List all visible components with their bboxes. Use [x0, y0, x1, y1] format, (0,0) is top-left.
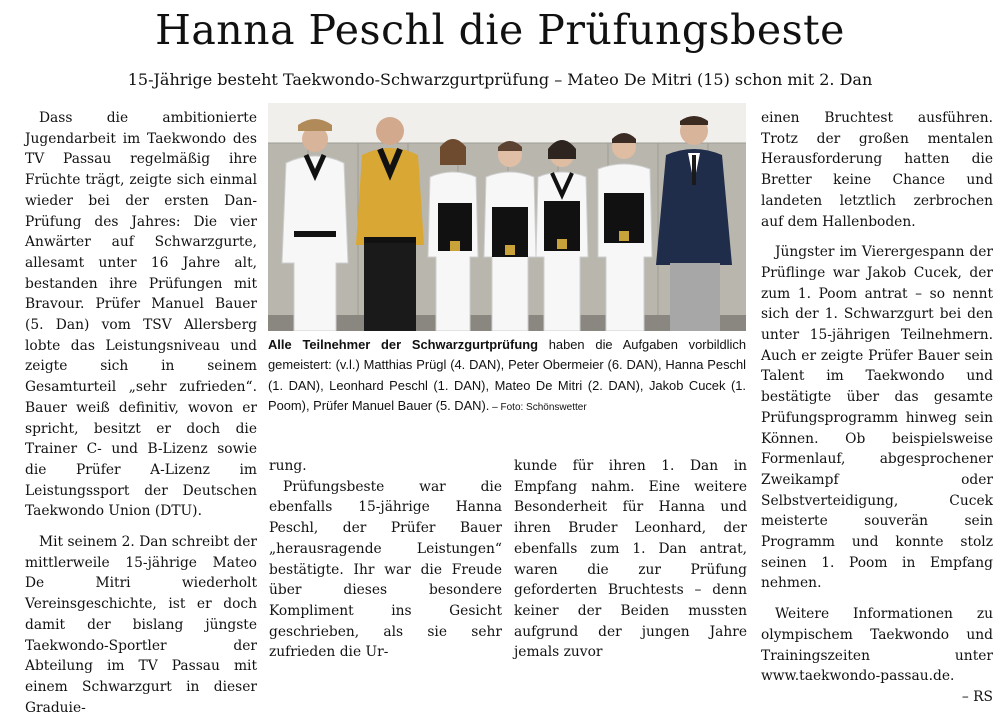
subheadline: 15-Jährige besteht Taekwondo-Schwarzgurtprüfung – Mateo De Mitri (15) schon mit 2. Dan — [127, 70, 873, 89]
article-column-2 — [269, 456, 502, 663]
photo-caption — [268, 335, 746, 419]
article-paragraph: einen Bruchtest ausführen. Trotz der großen mentalen Herausforderung hatten die Bretter keine Chance und landeten letztlich zerbrochen auf dem Hallenboden. — [761, 110, 993, 230]
team-photo-illustration — [268, 103, 746, 331]
team-photo — [268, 103, 746, 331]
article-paragraph: rung. — [269, 458, 307, 474]
article-paragraph — [761, 604, 993, 705]
article-paragraph: Prüfungsbeste war die ebenfalls 15-jährige Hanna Peschl, der Prüfer Bauer „herausragende Leistungen“ bestätigte. Ihr war die Freude über dieses besondere Kompliment ins Gesicht geschrieben, als sie sehr zufrieden die Ur- — [269, 478, 502, 661]
caption-text: haben die Aufgaben vorbildlich gemeistert: (v.l.) Matthias Prügl (4. DAN), Peter Obermeier (6. DAN), Hanna Peschl (1. DAN), Leonhard Peschl (1. DAN), Mateo De Mitri (2. DAN), Jakob Cucek (1. Poom), Prüfer Manuel Bauer (5. DAN). — [268, 337, 746, 414]
photo-credit: – Foto: Schönswetter — [489, 402, 587, 414]
article-column-1 — [25, 108, 257, 718]
article-paragraph: Dass die ambitionierte Jugendarbeit im Taekwondo des TV Passau regelmäßig ihre Früchte trägt, zeigte sich einmal wieder bei der ersten Dan-Prüfung des Jahres: Die vier Anwärter auf Schwarzgurte, allesamt unter 16 Jahre alt, bestanden ihre Prüfungen mit Bravour. Prüfer Manuel Bauer (5. Dan) vom TSV Allersberg lobte das Leistungsniveau und zeigte sich in seinem Gesamturteil „sehr zufrieden“. Bauer weiß definitiv, wovon er spricht, besitzt er doch die Trainer C- und B-Lizenz sowie die Prüfer A-Lizenz im Leistungssport der Deutschen Taekwondo Union (DTU). — [25, 110, 257, 520]
caption-lead: Alle Teilnehmer der Schwarzgurtprüfung — [268, 337, 538, 352]
info-text: Weitere Informationen zu olympischem Taekwondo und Trainingszeiten unter www.taekwondo-passau.de. — [761, 606, 993, 685]
article-paragraph: Jüngster im Vierergespann der Prüflinge war Jakob Cucek, der zum 1. Poom antrat – so nennt sich der 1. Schwarzgurt bei den unter 15-jährigen Teilnehmern. Auch er zeigte Prüfer Bauer sein Talent im Taekwondo und bestätigte über das gesamte Prüfungsprogramm hinweg sein Können. Ob beispielsweise Formenlauf, abgesprochener Zweikampf oder Selbstverteidigung, Cucek meisterte souverän sein Programm und konnte stolz seinen 1. Poom in Empfang nehmen. — [761, 244, 993, 592]
article-paragraph: kunde für ihren 1. Dan in Empfang nahm. Eine weitere Besonderheit für Hanna und ihren Bruder Leonhard, der ebenfalls zum 1. Dan antrat, waren die zur Prüfung geforderten Bruchtests – denn keiner der Beiden mussten aufgrund der jungen Jahre jemals zuvor — [514, 458, 747, 661]
author-signature: – RS — [961, 688, 993, 705]
headline: Hanna Peschl die Prüfungsbeste — [155, 6, 845, 54]
article-column-3 — [514, 456, 747, 663]
article-paragraph: Mit seinem 2. Dan schreibt der mittlerweile 15-jährige Mateo De Mitri wiederholt Vereinsgeschichte, ist er doch damit der bislang jüngste Taekwondo-Sportler der Abteilung im TV Passau mit einem Schwarzgurt in dieser Graduie- — [25, 534, 257, 716]
